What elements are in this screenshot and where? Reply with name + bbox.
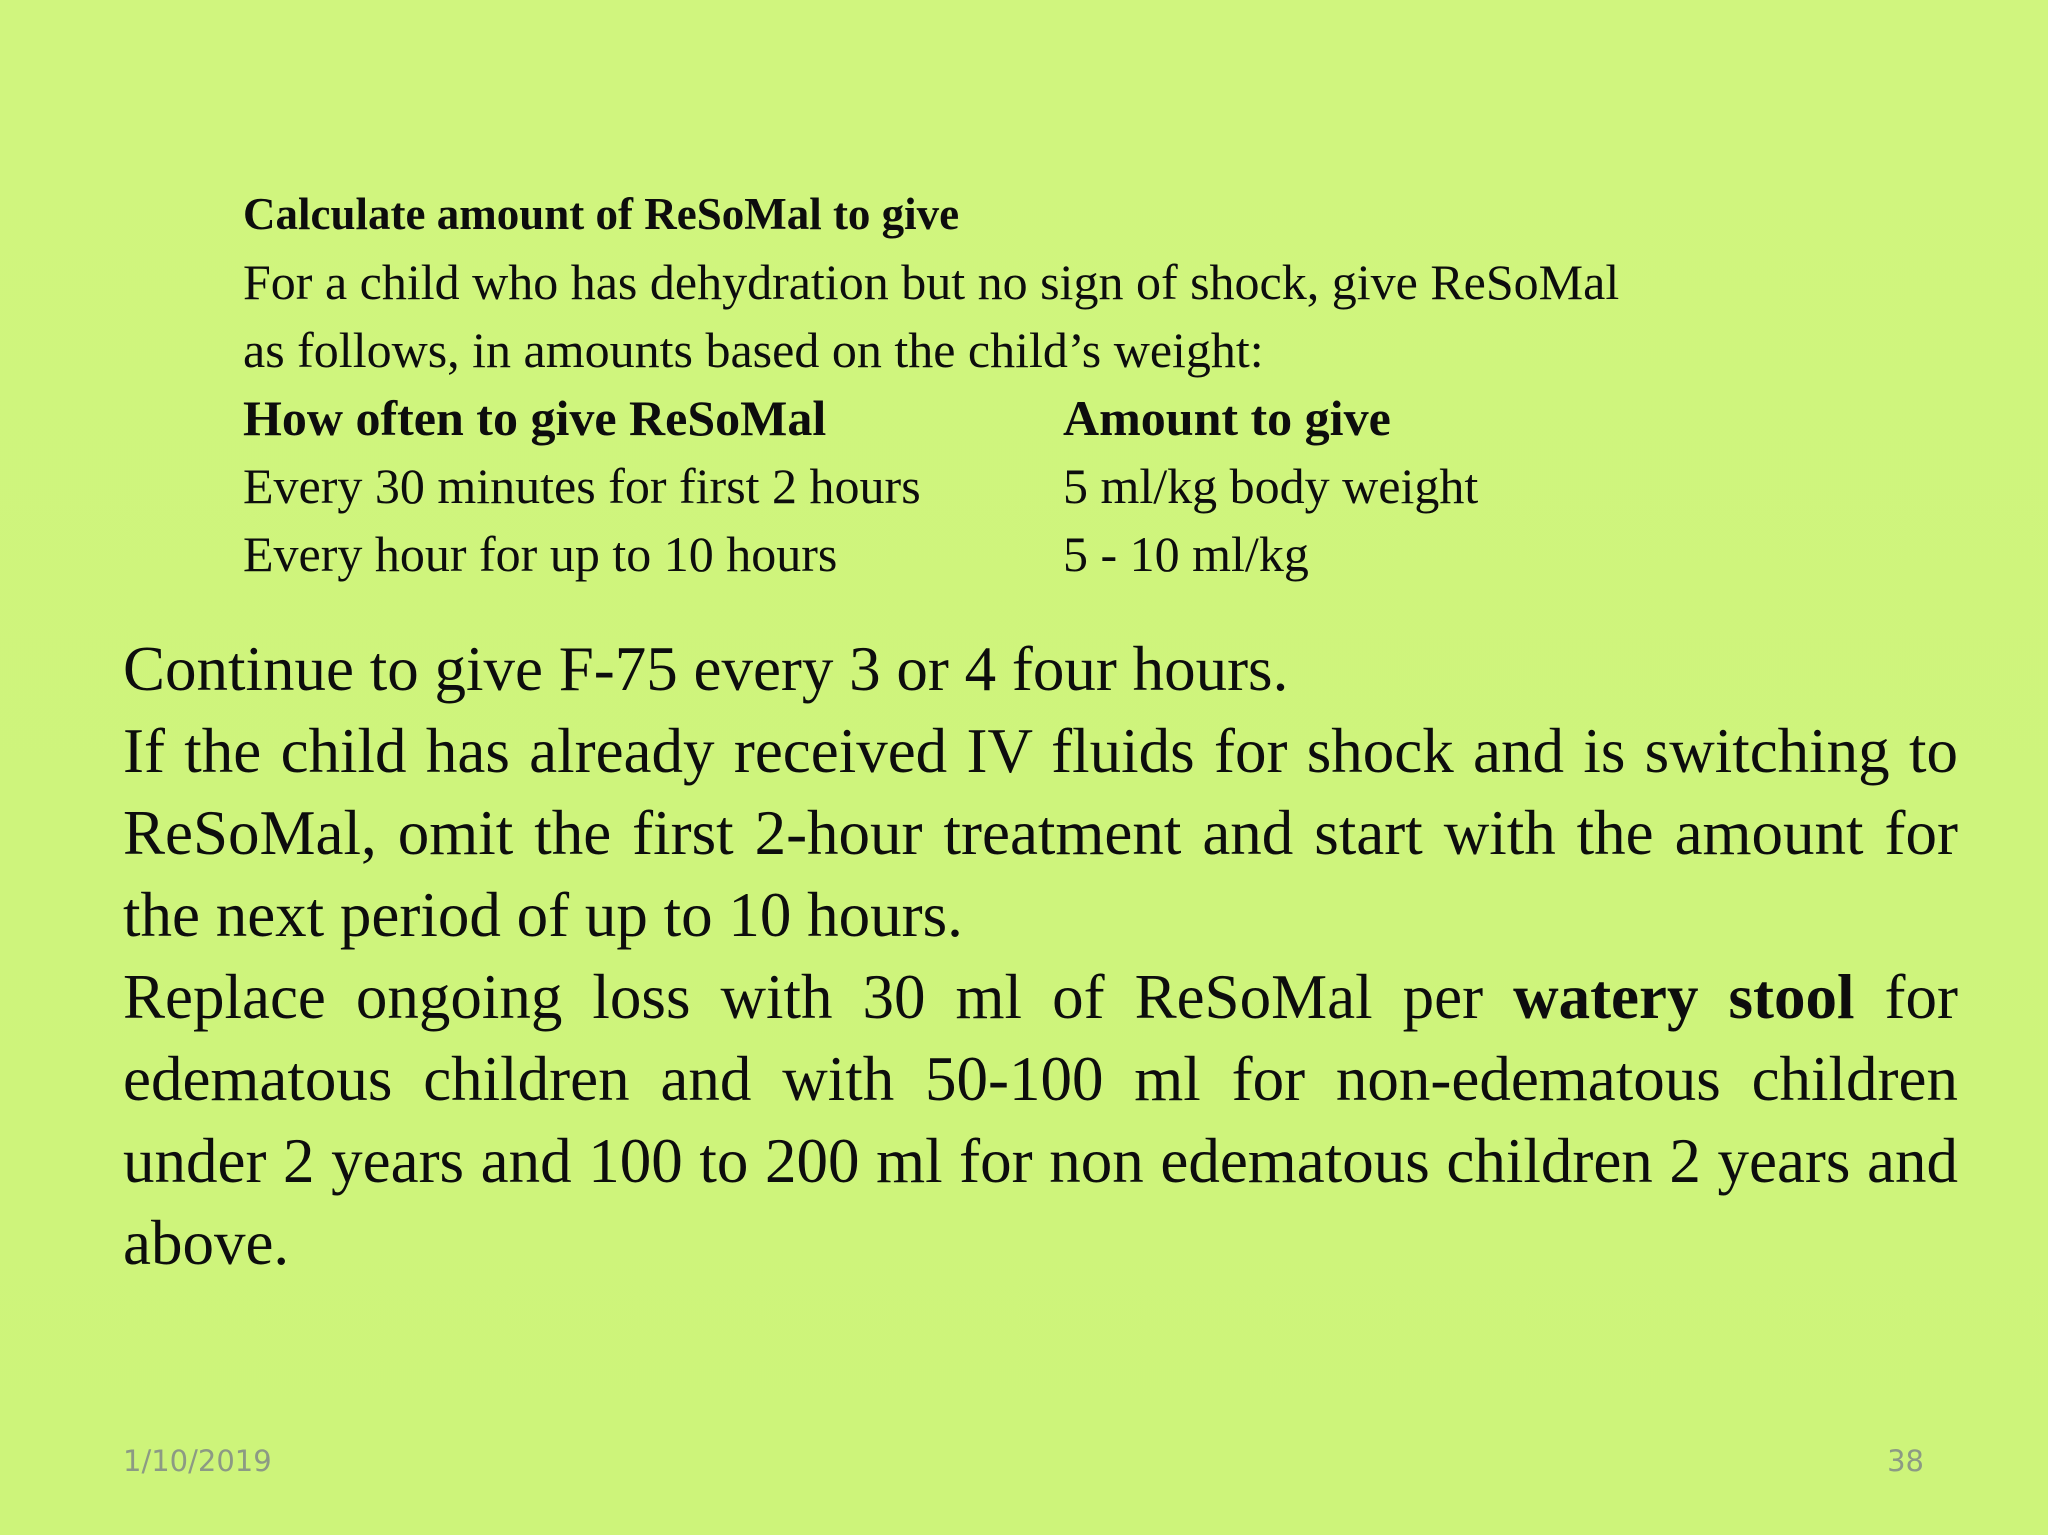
box-intro-line-2: as follows, in amounts based on the child’s weight:	[243, 322, 1264, 378]
box-intro-line-1: For a child who has dehydration but no sign of shock, give ReSoMal	[243, 254, 1620, 310]
slide-number: 38	[1887, 1444, 1924, 1478]
paragraph-replace-loss-end: for edematous children and with 50-100 ml for non-edematous children under 2 years and 100 to 200 ml for non edematous children 2 years and above.	[123, 962, 1958, 1278]
table-header-amount: Amount to give	[1063, 390, 1391, 446]
footer-date: 1/10/2019	[123, 1444, 272, 1478]
dosing-table	[243, 384, 1478, 588]
table-cell-frequency: Every hour for up to 10 hours	[243, 526, 838, 582]
box-heading: Calculate amount of ReSoMal to give	[243, 189, 960, 239]
paragraph-iv-fluids: If the child has already received IV fluids for shock and is switching to ReSoMal, omit the first 2-hour treatment and start with the amount for the next period of up to 10 hours.	[123, 716, 1958, 950]
table-cell-frequency: Every 30 minutes for first 2 hours	[243, 458, 921, 514]
resomal-dosing-box	[243, 180, 1843, 588]
table-row	[243, 520, 1478, 588]
watery-stool-emphasis: watery stool	[1513, 962, 1855, 1032]
slide-body-text	[123, 628, 1958, 1284]
table-cell-amount: 5 ml/kg body weight	[1063, 458, 1479, 514]
paragraph-replace-loss-start: Replace ongoing loss with 30 ml of ReSoMal per	[123, 962, 1514, 1032]
paragraph-continue-f75: Continue to give F-75 every 3 or 4 four hours.	[123, 634, 1289, 704]
table-header-row	[243, 384, 1478, 452]
table-row	[243, 452, 1478, 520]
table-cell-amount: 5 - 10 ml/kg	[1063, 526, 1309, 582]
paragraph-replace-loss	[123, 956, 1958, 1284]
table-header-frequency: How often to give ReSoMal	[243, 390, 827, 446]
